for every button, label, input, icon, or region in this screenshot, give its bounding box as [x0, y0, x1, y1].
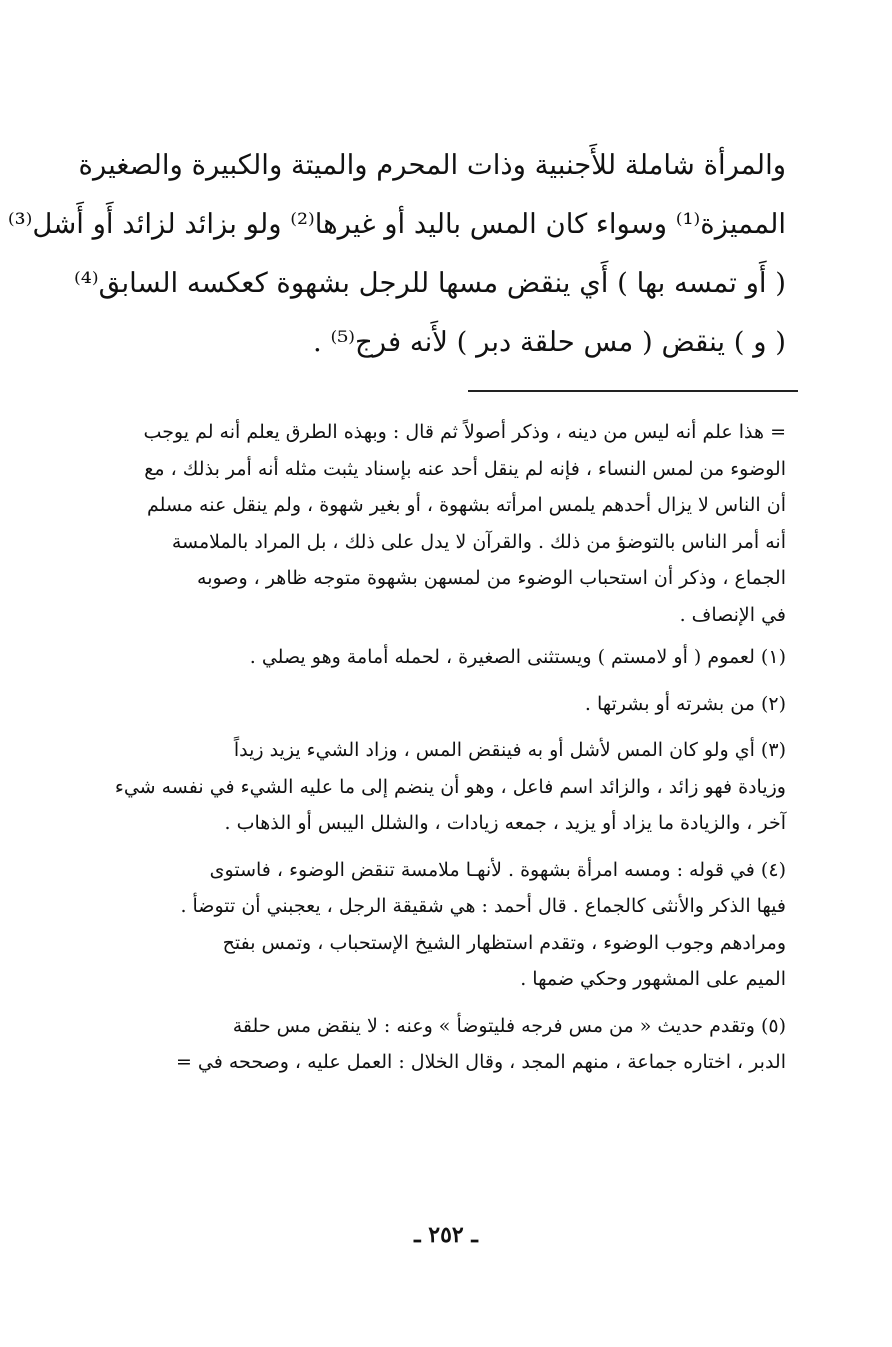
footnote-line: الدبر ، اختاره جماعة ، منهم المجد ، وقال الخلال : العمل عليه ، وصححه في =: [175, 1051, 786, 1073]
footnote-line: في الإنصاف .: [679, 603, 786, 626]
footnote-line: فيها الذكر والأنثى كالجماع . قال أحمد : هي شقيقة الرجل ، يعجبني أن تتوضأ .: [180, 895, 786, 917]
footnote-line: (٥) وتقدم حديث « من مس فرجه فليتوضأ » وعنه : لا ينقض مس حلقة: [232, 1014, 786, 1037]
footnote-line: أن الناس لا يزال أحدهم يلمس امرأته بشهوة ، أو بغير شهوة ، ولم ينقل عنه مسلم: [146, 494, 786, 516]
footnote-line: أنه أمر الناس بالتوضؤ من ذلك . والقرآن لا يدل على ذلك ، بل المراد بالملامسة: [171, 530, 786, 553]
footnote-continuation: [74, 414, 786, 633]
footnote-separator: [468, 390, 798, 392]
footnote-2: [74, 686, 786, 723]
main-text-line: المميزة⁽¹⁾ وسواء كان المس باليد أو غيرها⁽²⁾ ولو بزائد لزائد أَو أَشل⁽³⁾: [7, 208, 786, 240]
footnotes: [74, 414, 786, 1081]
footnote-line: الميم على المشهور وحكي ضمها .: [520, 968, 786, 990]
footnote-line: الوضوء من لمس النساء ، فإنه لم ينقل أحد عنه بإسناد يثبت مثله أنه أمر بذلك ، مع: [144, 457, 786, 480]
footnote-line: وزيادة فهو زائد ، والزائد اسم فاعل ، وهو أن ينضم إلى ما عليه الشيء في نفسه شيء: [114, 775, 786, 798]
footnote-1: [74, 639, 786, 676]
footnote-4: [74, 852, 786, 998]
page-number: ـ ٢٥٢ ـ: [414, 1222, 478, 1248]
footnote-3: [74, 732, 786, 842]
footnote-line: (١) لعموم ( أو لامستم ) ويستثنى الصغيرة ، لحمله أمامة وهو يصلي .: [249, 646, 786, 668]
main-text-line: ( و ) ينقض ( مس حلقة دبر ) لأَنه فرج⁽⁵⁾ .: [313, 326, 786, 358]
footnote-5: [74, 1008, 786, 1081]
footnote-line: (٢) من بشرته أو بشرتها .: [584, 692, 786, 715]
footnote-line: (٤) في قوله : ومسه امرأة بشهوة . لأنهـا ملامسة تنقض الوضوء ، فاستوى: [209, 858, 786, 881]
footnote-line: آخر ، والزيادة ما يزاد أو يزيد ، جمعه زيادات ، والشلل اليبس أو الذهاب .: [224, 812, 786, 834]
footnote-line: الجماع ، وذكر أن استحباب الوضوء من لمسهن بشهوة متوجه ظاهر ، وصوبه: [197, 567, 786, 589]
main-text-line: والمرأة شاملة للأَجنبية وذات المحرم والميتة والكبيرة والصغيرة: [78, 149, 786, 181]
footnote-line: (٣) أي ولو كان المس لأشل أو به فينقض المس ، وزاد الشيء يزيد زيداً: [233, 739, 786, 761]
main-text-line: ( أَو تمسه بها ) أَي ينقض مسها للرجل بشهوة كعكسه السابق⁽⁴⁾: [74, 267, 786, 299]
main-text: [7, 136, 786, 372]
footnote-line: = هذا علم أنه ليس من دينه ، وذكر أصولاً ثم قال : وبهذه الطرق يعلم أنه لم يوجب: [143, 421, 786, 443]
footnote-line: ومرادهم وجوب الوضوء ، وتقدم استظهار الشيخ الإستحباب ، وتمس بفتح: [222, 931, 786, 954]
